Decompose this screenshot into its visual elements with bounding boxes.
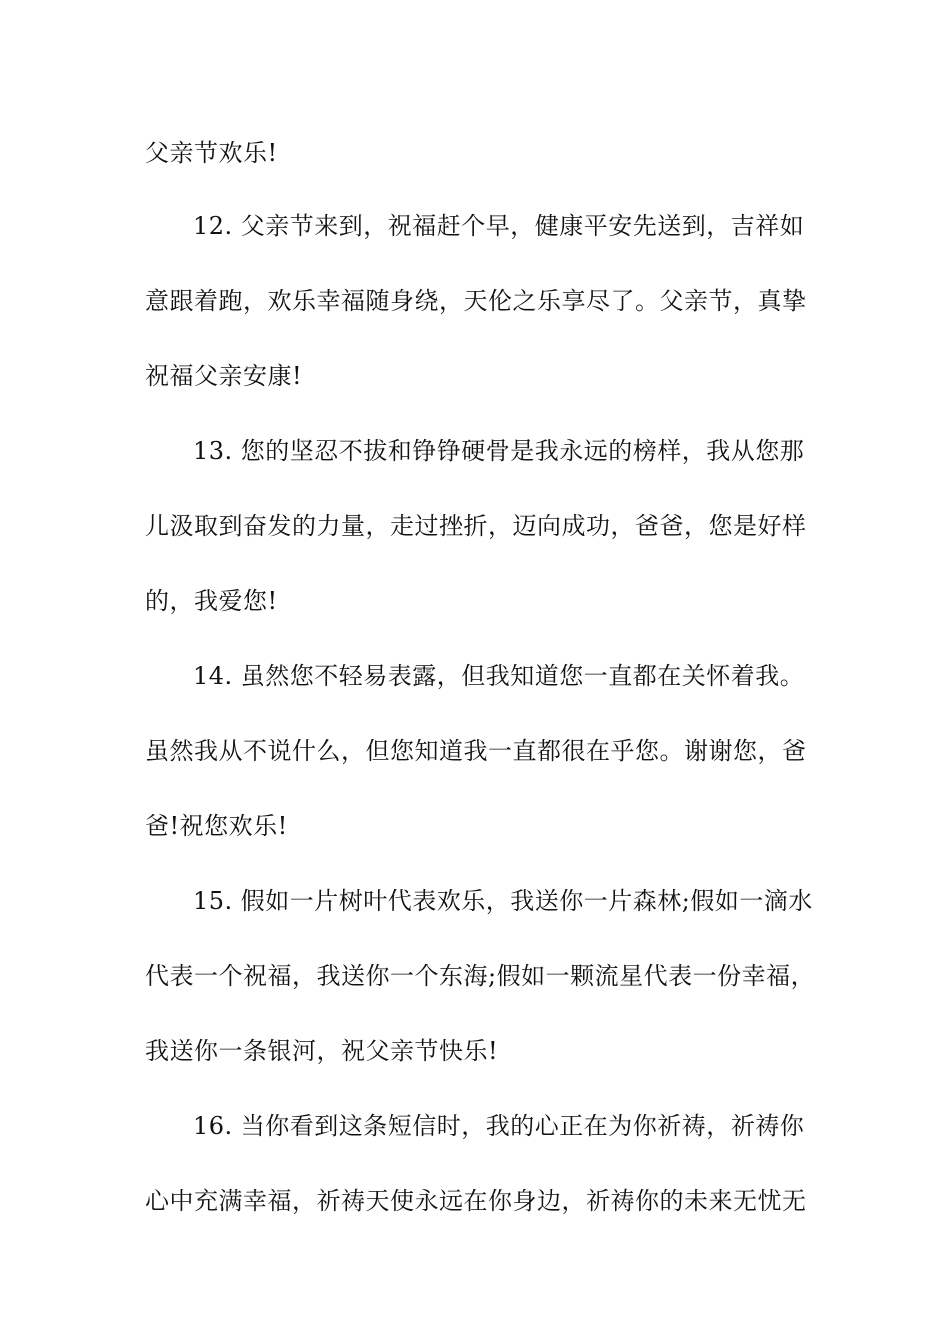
text-line-12: 代表一个祝福，我送你一个东海;假如一颗流星代表一份幸福， [145, 962, 816, 990]
text-line-8: 14. 虽然您不轻易表露，但我知道您一直都在关怀着我。 [193, 662, 805, 690]
text-line-9: 虽然我从不说什么，但您知道我一直都很在乎您。谢谢您，爸 [145, 737, 807, 765]
text-line-13: 我送你一条银河，祝父亲节快乐! [145, 1037, 499, 1065]
text-line-14: 16. 当你看到这条短信时，我的心正在为你祈祷，祈祷你 [193, 1112, 805, 1140]
text-line-4: 祝福父亲安康! [145, 362, 303, 390]
text-line-7: 的，我爱您! [145, 587, 278, 615]
text-line-3: 意跟着跑，欢乐幸福随身绕，天伦之乐享尽了。父亲节，真挚 [145, 287, 807, 315]
text-line-15: 心中充满幸福，祈祷天使永远在你身边，祈祷你的未来无忧无 [145, 1187, 807, 1215]
text-line-10: 爸!祝您欢乐! [145, 812, 288, 840]
text-line-2: 12. 父亲节来到，祝福赶个早，健康平安先送到，吉祥如 [193, 212, 805, 240]
text-line-6: 儿汲取到奋发的力量，走过挫折，迈向成功，爸爸，您是好样 [145, 512, 807, 540]
text-line-5: 13. 您的坚忍不拔和铮铮硬骨是我永远的榜样，我从您那 [193, 437, 805, 465]
text-line-11: 15. 假如一片树叶代表欢乐，我送你一片森林;假如一滴水 [193, 887, 813, 915]
text-line-1: 父亲节欢乐! [145, 139, 278, 167]
